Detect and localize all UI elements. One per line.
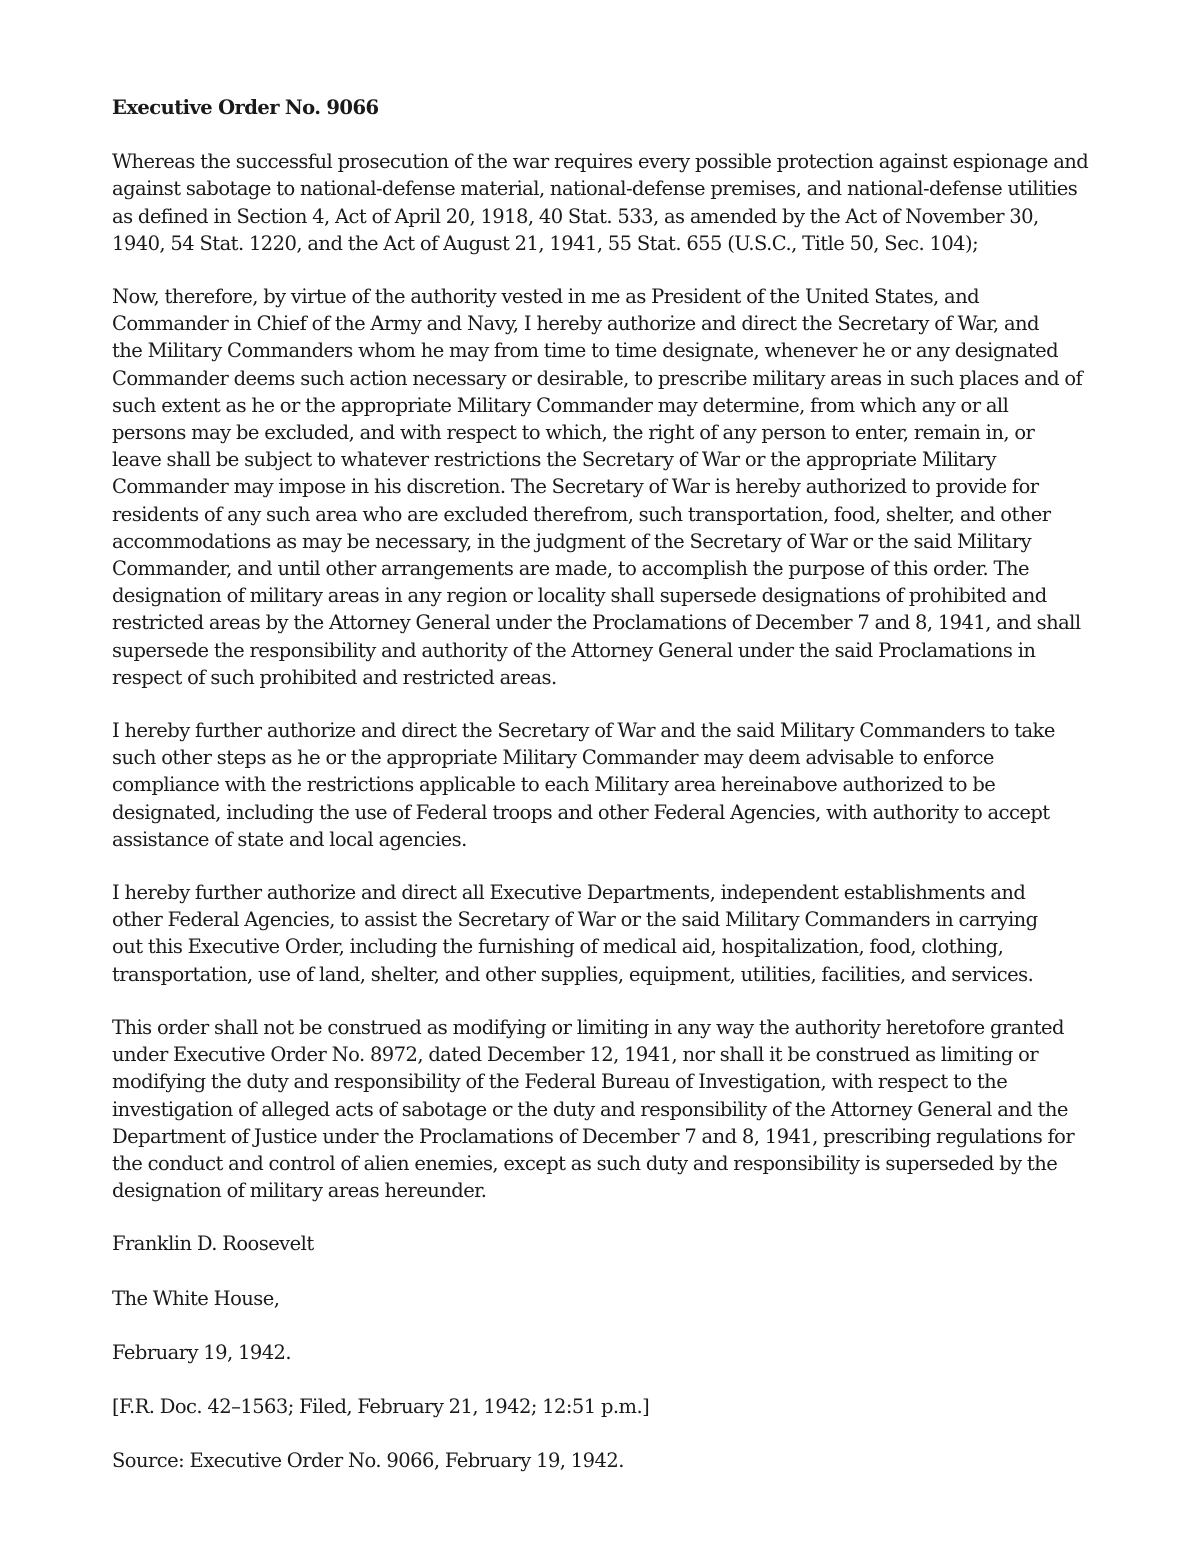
document-title: Executive Order No. 9066 [112, 96, 379, 119]
filing-note: [F.R. Doc. 42–1563; Filed, February 21, 1942; 12:51 p.m.] [112, 1394, 650, 1418]
text-line: Whereas the successful prosecution of the war requires every possible protection against espionage and [112, 150, 1089, 174]
signature-location: The White House, [112, 1286, 280, 1310]
text-line: compliance with the restrictions applicable to each Military area hereinabove authorized to be [112, 773, 996, 797]
text-line: designated, including the use of Federal troops and other Federal Agencies, with authority to accept [112, 800, 1050, 824]
text-line: 1940, 54 Stat. 1220, and the Act of August 21, 1941, 55 Stat. 655 (U.S.C., Title 50, Sec. 104); [112, 231, 979, 255]
text-line: assistance of state and local agencies. [112, 827, 467, 851]
text-line: respect of such prohibited and restricted areas. [112, 665, 557, 689]
text-line: investigation of alleged acts of sabotage or the duty and responsibility of the Attorney General and the [112, 1097, 1068, 1121]
text-line: such extent as he or the appropriate Military Commander may determine, from which any or all [112, 393, 1009, 417]
paragraph-enforce-compliance [112, 717, 1092, 853]
text-line: Now, therefore, by virtue of the authority vested in me as President of the United States, and [112, 285, 980, 309]
signature-date: February 19, 1942. [112, 1340, 292, 1364]
text-line: designation of military areas hereunder. [112, 1179, 487, 1203]
paragraph-executive-departments [112, 879, 1092, 988]
paragraph-now-therefore [112, 283, 1092, 691]
text-line: supersede the responsibility and authority of the Attorney General under the said Proclamations in [112, 638, 1036, 662]
text-line: accommodations as may be necessary, in the judgment of the Secretary of War or the said Military [112, 529, 1032, 553]
text-line: I hereby further authorize and direct the Secretary of War and the said Military Commanders to take [112, 719, 1055, 743]
text-line: out this Executive Order, including the furnishing of medical aid, hospitalization, food, clothing, [112, 935, 1004, 959]
text-line: Commander, and until other arrangements are made, to accomplish the purpose of this order. The [112, 557, 1029, 581]
text-line: Commander deems such action necessary or desirable, to prescribe military areas in such places and of [112, 366, 1083, 390]
text-line: the conduct and control of alien enemies, except as such duty and responsibility is superseded by the [112, 1151, 1058, 1175]
text-line: restricted areas by the Attorney General under the Proclamations of December 7 and 8, 1941, and shall [112, 611, 1081, 635]
paragraph-construction [112, 1014, 1092, 1204]
source-citation: Source: Executive Order No. 9066, February 19, 1942. [112, 1449, 624, 1473]
text-line: This order shall not be construed as modifying or limiting in any way the authority heretofore granted [112, 1015, 1064, 1039]
text-line: against sabotage to national-defense material, national-defense premises, and national-defense utilities [112, 177, 1078, 201]
text-line: persons may be excluded, and with respect to which, the right of any person to enter, remain in, or [112, 421, 1035, 445]
text-line: under Executive Order No. 8972, dated December 12, 1941, nor shall it be construed as limiting or [112, 1043, 1039, 1067]
document-body [112, 94, 1092, 1501]
signature-name: Franklin D. Roosevelt [112, 1232, 314, 1256]
text-line: Department of Justice under the Proclamations of December 7 and 8, 1941, prescribing regulations for [112, 1124, 1075, 1148]
text-line: designation of military areas in any region or locality shall supersede designations of prohibited and [112, 584, 1047, 608]
text-line: I hereby further authorize and direct all Executive Departments, independent establishments and [112, 881, 1026, 905]
paragraph-whereas [112, 148, 1092, 257]
text-line: leave shall be subject to whatever restrictions the Secretary of War or the appropriate Military [112, 448, 996, 472]
text-line: as defined in Section 4, Act of April 20, 1918, 40 Stat. 533, as amended by the Act of November 30, [112, 204, 1039, 228]
text-line: Commander in Chief of the Army and Navy, I hereby authorize and direct the Secretary of War, and [112, 312, 1039, 336]
text-line: such other steps as he or the appropriate Military Commander may deem advisable to enforce [112, 746, 994, 770]
text-line: residents of any such area who are excluded therefrom, such transportation, food, shelter, and other [112, 502, 1051, 526]
text-line: transportation, use of land, shelter, and other supplies, equipment, utilities, facilities, and services. [112, 962, 1034, 986]
text-line: Commander may impose in his discretion. The Secretary of War is hereby authorized to provide for [112, 475, 1039, 499]
text-line: other Federal Agencies, to assist the Secretary of War or the said Military Commanders in carrying [112, 908, 1038, 932]
text-line: modifying the duty and responsibility of the Federal Bureau of Investigation, with respect to the [112, 1070, 1008, 1094]
text-line: the Military Commanders whom he may from time to time designate, whenever he or any designated [112, 339, 1059, 363]
